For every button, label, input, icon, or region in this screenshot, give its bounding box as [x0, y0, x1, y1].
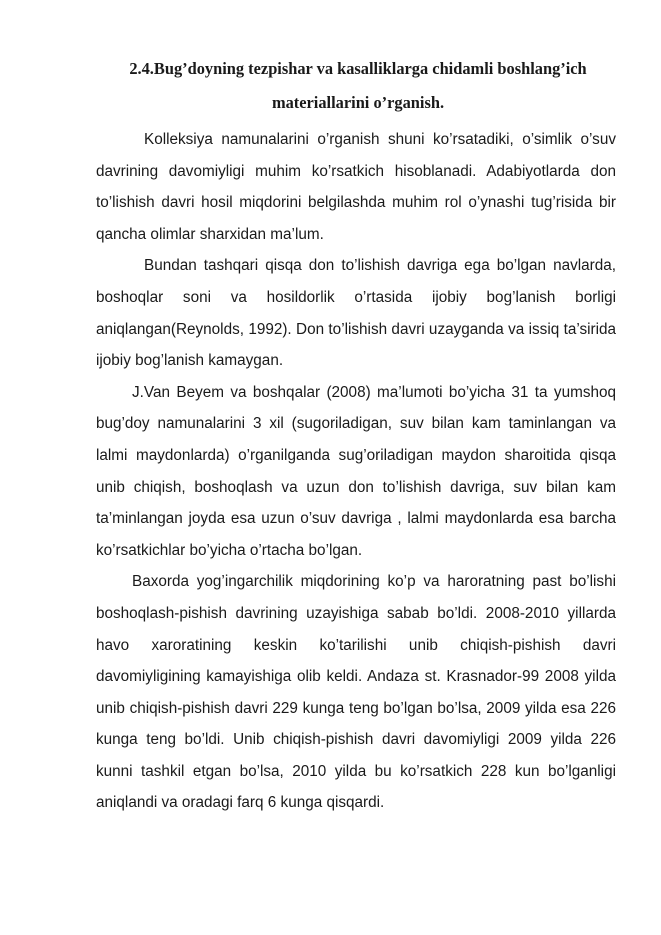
section-heading-line-2: materiallarini o’rganish. [271, 93, 445, 112]
paragraph-grain-filling: Bundan tashqari qisqa don to’lishish davriga ega bo’lgan navlarda, boshoqlar soni va hosildorlik o’rtasida ijobiy bog’lanish borligi aniqlangan(Reynolds, 1992). Don to’lishish davri uzayganda va issiq ta’sirida ijobiy bog’lanish kamaygan. [96, 257, 616, 370]
paragraph-spring-precipitation: Baxorda yog’ingarchilik miqdorining ko’p va haroratning past bo’lishi boshoqlash-pishish davrining uzayishiga sabab bo’ldi. 2008-2010 yillarda havo xaroratining keskin ko’tarilishi unib chiqish-pishish davri davomiyligining kamayishiga olib keldi. Andaza st. Krasnador-99 2008 yilda unib chiqish-pishish davri 229 kunga teng bo’lgan bo’lsa, 2009 yilda esa 226 kunga teng bo’ldi. Unib chiqish-pishish davri davomiyligi 2009 yilda 226 kunni tashkil etgan bo’lsa, 2010 yilda bu ko’rsatkich 228 kun bo’lganligi aniqlandi va oradagi farq 6 kunga qisqardi. [96, 573, 616, 812]
paragraph-collection-study: Kolleksiya namunalarini o’rganish shuni ko’rsatadiki, o’simlik o’suv davrining davomiyligi muhim ko’rsatkich hisoblanadi. Adabiyotlarda don to’lishish davri hosil miqdorini belgilashda muhim rol o’ynashi tug’risida bir qancha olimlar sharxidan ma’lum. [96, 131, 616, 243]
document-page [96, 52, 616, 819]
paragraph-van-beyem-study: J.Van Beyem va boshqalar (2008) ma’lumoti bo’yicha 31 ta yumshoq bug’doy namunalarini 3 xil (sugoriladigan, suv bilan kam taminlangan va lalmi maydonlarda) o’rganilganda sug’oriladigan maydon sharoitida qisqa unib chiqish, boshoqlash va uzun don to’lishish davriga, suv bilan kam ta’minlangan joyda esa uzun o’suv davriga , lalmi maydonlarda esa barcha ko’rsatkichlar bo’yicha o’rtacha bo’lgan. [96, 383, 616, 559]
section-heading [96, 52, 616, 120]
section-heading-line-1: 2.4.Bug’doyning tezpishar va kasalliklarga chidamli boshlang’ich [129, 59, 587, 78]
